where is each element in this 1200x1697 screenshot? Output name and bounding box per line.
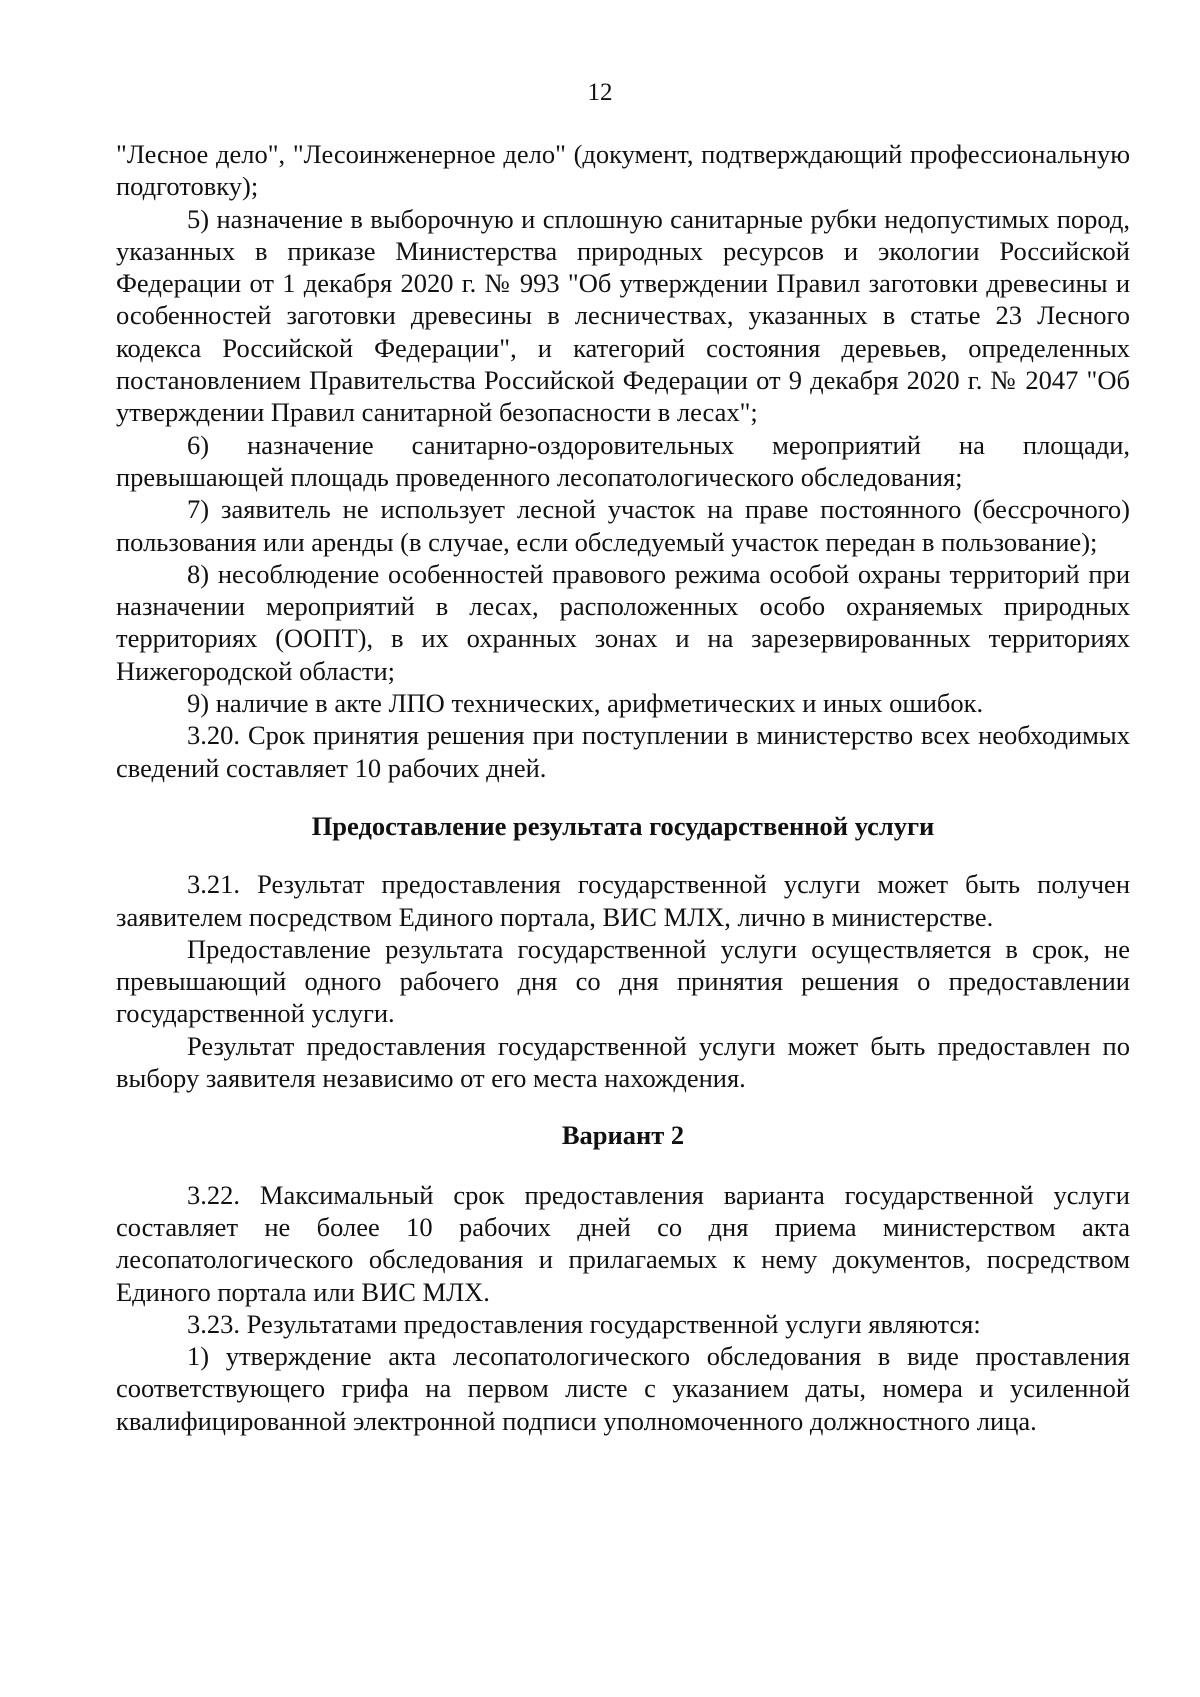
paragraph-continuation: "Лесное дело", "Лесоинженерное дело" (документ, подтверждающий профессиональную подготовку); xyxy=(116,139,1130,202)
document-body xyxy=(116,138,1130,1437)
paragraph-result-location: Результат предоставления государственной услуги может быть предоставлен по выбору заявителя независимо от его места нахождения. xyxy=(116,1030,1130,1094)
section-heading-result: Предоставление результата государственной услуги xyxy=(311,810,935,841)
paragraph-3-22: 3.22. Максимальный срок предоставления варианта государственной услуги составляет не более 10 рабочих дней со дня приема министерством акта лесопатологического обследования и прилагаемых к нему документов, посредством Единого портала или ВИС МЛХ. xyxy=(116,1179,1130,1307)
paragraph-item-9: 9) наличие в акте ЛПО технических, арифметических и иных ошибок. xyxy=(187,688,984,719)
paragraph-item-6: 6) назначение санитарно-оздоровительных мероприятий на площади, превышающей площадь проведенного лесопатологического обследования; xyxy=(116,429,1130,492)
paragraph-item-7: 7) заявитель не использует лесной участок на праве постоянного (бессрочного) пользования или аренды (в случае, если обследуемый участок передан в пользование); xyxy=(116,494,1130,557)
paragraph-item-5: 5) назначение в выборочную и сплошную санитарные рубки недопустимых пород, указанных в приказе Министерства природных ресурсов и экологии Российской Федерации от 1 декабря 2020 г. № 993 "Об утверждении Правил заготовки древесины и особенностей заготовки древесины в лесничествах, указанных в статье 23 Лесного кодекса Российской Федерации", и категорий состояния деревьев, определенных постановлением Правительства Российской Федерации от 9 декабря 2020 г. № 2047 "Об утверждении Правил санитарной безопасности в лесах"; xyxy=(116,203,1130,428)
paragraph-3-21: 3.21. Результат предоставления государственной услуги может быть получен заявителем посредством Единого портала, ВИС МЛХ, лично в министерстве. xyxy=(116,869,1130,932)
paragraph-result-item-1: 1) утверждение акта лесопатологического обследования в виде проставления соответствующего грифа на первом листе с указанием даты, номера и усиленной квалифицированной электронной подписи уполномоченного должностного лица. xyxy=(116,1341,1130,1436)
paragraph-3-23: 3.23. Результатами предоставления государственной услуги являются: xyxy=(187,1308,981,1339)
section-heading-variant-2: Вариант 2 xyxy=(561,1120,685,1151)
paragraph-item-8: 8) несоблюдение особенностей правового режима особой охраны территорий при назначении мероприятий в лесах, расположенных особо охраняемых природных территориях (ООПТ), в их охранных зонах и на зарезервированных территориях Нижегородской области; xyxy=(116,558,1130,686)
paragraph-3-20: 3.20. Срок принятия решения при поступлении в министерство всех необходимых сведений составляет 10 рабочих дней. xyxy=(116,720,1130,783)
paragraph-result-term: Предоставление результата государственной услуги осуществляется в срок, не превышающий одного рабочего дня со дня принятия решения о предоставлении государственной услуги. xyxy=(116,933,1130,1029)
page-number: 12 xyxy=(587,79,613,106)
